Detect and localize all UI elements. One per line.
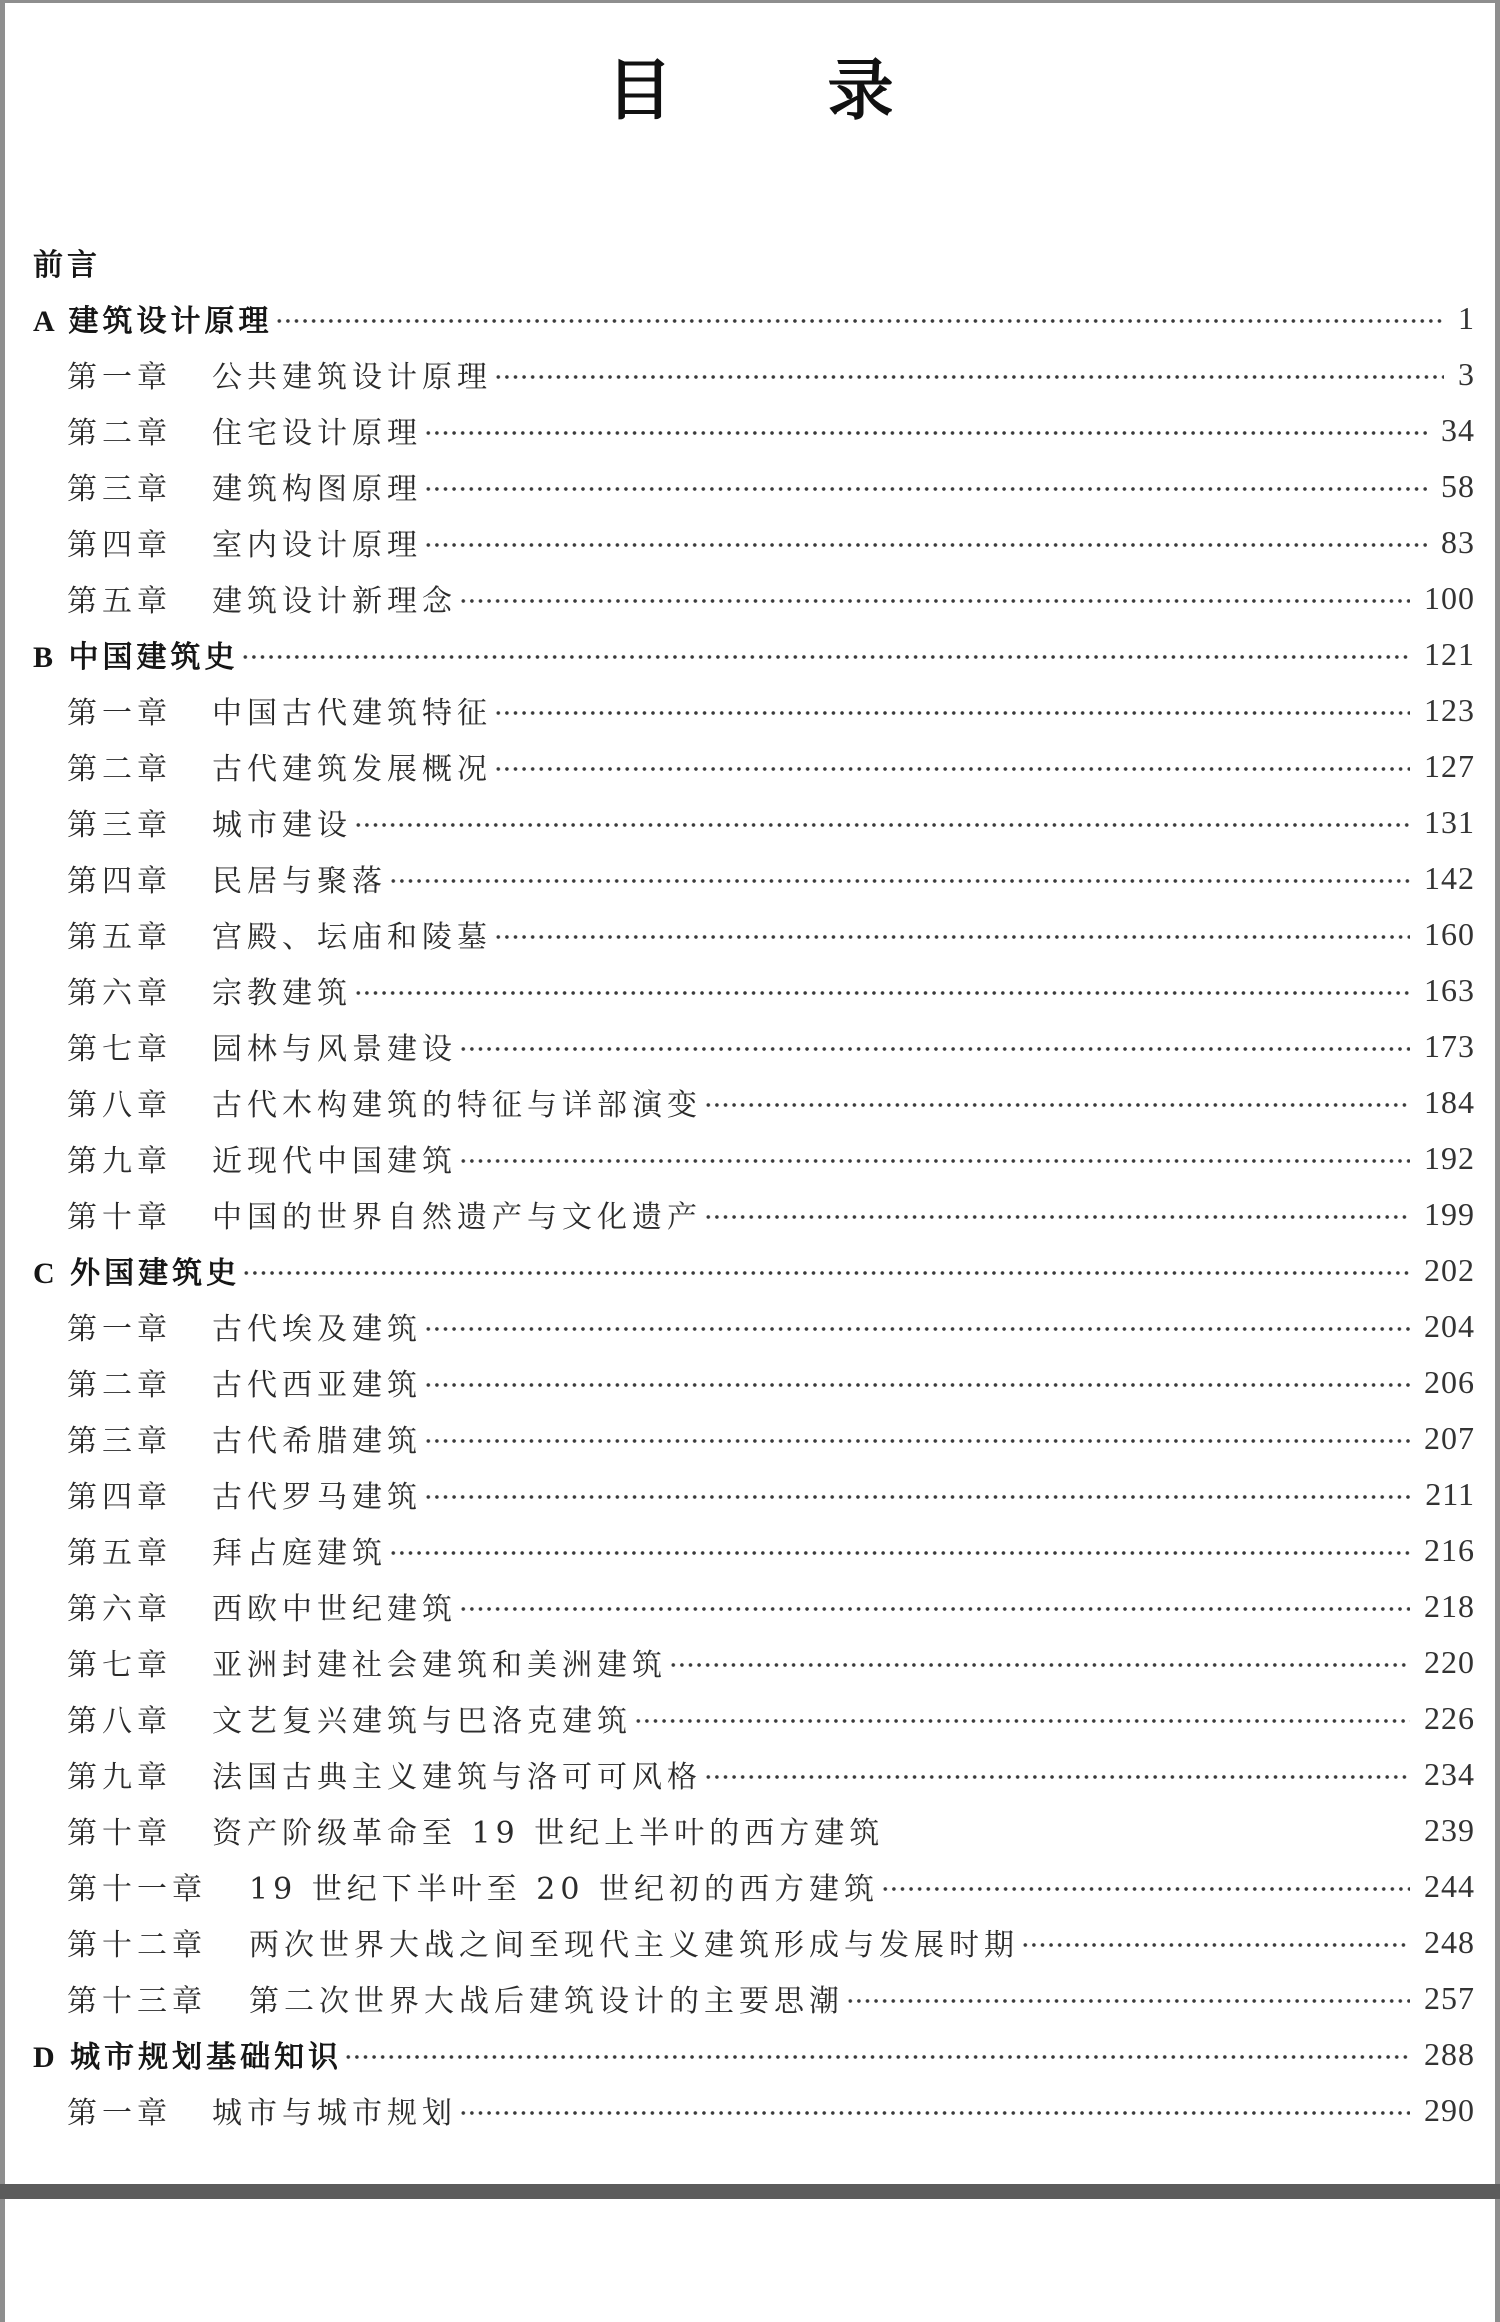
chapter-title: 两次世界大战之间至现代主义建筑形成与发展时期 — [249, 1928, 1019, 1963]
chapter-title: 亚洲封建社会建筑和美洲建筑 — [212, 1648, 667, 1683]
dot-leader — [389, 1522, 1410, 1578]
chapter-title: 文艺复兴建筑与巴洛克建筑 — [212, 1704, 632, 1739]
toc-preface-row — [5, 234, 1495, 290]
dot-leader — [494, 738, 1410, 794]
toc-section-row — [5, 626, 1495, 682]
page-number: 199 — [1424, 1195, 1475, 1232]
dot-leader — [459, 1130, 1410, 1186]
chapter-number: 第四章 — [67, 864, 172, 899]
dot-leader — [881, 1858, 1410, 1914]
chapter-number: 第十一章 — [67, 1872, 207, 1907]
chapter-title: 中国古代建筑特征 — [212, 696, 492, 731]
chapter-title: 古代埃及建筑 — [212, 1312, 422, 1347]
dot-leader — [886, 1802, 1410, 1858]
dot-leader — [424, 458, 1427, 514]
chapter-title: 民居与聚落 — [212, 864, 387, 899]
chapter-number: 第十二章 — [67, 1928, 207, 1963]
page-number: 100 — [1424, 579, 1475, 616]
toc-chapter-row — [5, 402, 1495, 458]
chapter-title: 古代木构建筑的特征与详部演变 — [212, 1088, 702, 1123]
page-separator — [0, 2184, 1500, 2199]
dot-leader — [424, 1354, 1410, 1410]
chapter-title: 住宅设计原理 — [212, 416, 422, 451]
chapter-number: 第十章 — [67, 1816, 172, 1851]
page-number: 123 — [1424, 691, 1475, 728]
chapter-number: 第二章 — [67, 1368, 172, 1403]
page-number: 142 — [1424, 859, 1475, 896]
page-number: 184 — [1424, 1083, 1475, 1120]
page-number: 121 — [1424, 635, 1475, 672]
section-title: A 建筑设计原理 — [33, 305, 273, 338]
toc-chapter-row — [5, 2082, 1495, 2138]
toc-chapter-row — [5, 1410, 1495, 1466]
chapter-number: 第四章 — [67, 528, 172, 563]
page-number: 211 — [1425, 1475, 1475, 1512]
chapter-number: 第一章 — [67, 360, 172, 395]
toc-chapter-row — [5, 1858, 1495, 1914]
page-number: 34 — [1441, 411, 1475, 448]
dot-leader — [354, 962, 1410, 1018]
dot-leader — [424, 1298, 1410, 1354]
chapter-title: 室内设计原理 — [212, 528, 422, 563]
chapter-title: 资产阶级革命至 19 世纪上半叶的西方建筑 — [212, 1816, 885, 1851]
dot-leader — [704, 1746, 1410, 1802]
dot-leader — [459, 2082, 1410, 2138]
chapter-number: 第六章 — [67, 976, 172, 1011]
chapter-title: 古代西亚建筑 — [212, 1368, 422, 1403]
toc-chapter-row — [5, 1130, 1495, 1186]
dot-leader — [424, 402, 1427, 458]
chapter-title: 园林与风景建设 — [212, 1032, 457, 1067]
section-title: C 外国建筑史 — [33, 1257, 241, 1290]
toc-chapter-row — [5, 1354, 1495, 1410]
page-number: 3 — [1458, 355, 1475, 392]
dot-leader — [846, 1970, 1410, 2026]
chapter-title: 建筑设计新理念 — [212, 584, 457, 619]
page-number: 206 — [1424, 1363, 1475, 1400]
section-title: B 中国建筑史 — [33, 641, 239, 674]
page-number: 220 — [1424, 1643, 1475, 1680]
toc-section-row — [5, 2026, 1495, 2082]
page-number: 202 — [1424, 1251, 1475, 1288]
dot-leader — [424, 514, 1427, 570]
chapter-title: 宗教建筑 — [212, 976, 352, 1011]
page-number: 290 — [1424, 2091, 1475, 2128]
page-number: 173 — [1424, 1027, 1475, 1064]
chapter-title: 西欧中世纪建筑 — [212, 1592, 457, 1627]
chapter-number: 第一章 — [67, 2096, 172, 2131]
chapter-title: 第二次世界大战后建筑设计的主要思潮 — [249, 1984, 844, 2019]
page-number: 163 — [1424, 971, 1475, 1008]
page-number: 207 — [1424, 1419, 1475, 1456]
dot-leader — [241, 626, 1410, 682]
dot-leader — [494, 906, 1410, 962]
chapter-number: 第五章 — [67, 1536, 172, 1571]
chapter-number: 第五章 — [67, 920, 172, 955]
toc-chapter-row — [5, 1018, 1495, 1074]
chapter-number: 第四章 — [67, 1480, 172, 1515]
document-page — [5, 3, 1495, 2184]
chapter-title: 19 世纪下半叶至 20 世纪初的西方建筑 — [249, 1872, 879, 1907]
chapter-title: 建筑构图原理 — [212, 472, 422, 507]
toc-chapter-row — [5, 570, 1495, 626]
dot-leader — [389, 850, 1410, 906]
page-number: 226 — [1424, 1699, 1475, 1736]
toc-chapter-row — [5, 1802, 1495, 1858]
chapter-number: 第九章 — [67, 1144, 172, 1179]
dot-leader — [275, 290, 1444, 346]
toc-chapter-row — [5, 346, 1495, 402]
toc-chapter-row — [5, 906, 1495, 962]
toc-chapter-row — [5, 514, 1495, 570]
page-number: 204 — [1424, 1307, 1475, 1344]
toc-section-row — [5, 1242, 1495, 1298]
page-number: 160 — [1424, 915, 1475, 952]
toc-chapter-row — [5, 1634, 1495, 1690]
dot-leader — [459, 1578, 1410, 1634]
chapter-number: 第八章 — [67, 1704, 172, 1739]
chapter-title: 法国古典主义建筑与洛可可风格 — [212, 1760, 702, 1795]
dot-leader — [1021, 1914, 1410, 1970]
toc-section-row — [5, 290, 1495, 346]
chapter-title: 公共建筑设计原理 — [212, 360, 492, 395]
chapter-title: 古代建筑发展概况 — [212, 752, 492, 787]
chapter-title: 古代罗马建筑 — [212, 1480, 422, 1515]
page-number: 1 — [1458, 299, 1475, 336]
toc-chapter-row — [5, 1522, 1495, 1578]
dot-leader — [459, 1018, 1410, 1074]
chapter-number: 第九章 — [67, 1760, 172, 1795]
toc-chapter-row — [5, 738, 1495, 794]
chapter-number: 第七章 — [67, 1032, 172, 1067]
chapter-number: 第五章 — [67, 584, 172, 619]
dot-leader — [344, 2026, 1410, 2082]
page-number: 288 — [1424, 2035, 1475, 2072]
dot-leader — [494, 682, 1410, 738]
chapter-title: 城市与城市规划 — [212, 2096, 457, 2131]
page-number: 58 — [1441, 467, 1475, 504]
toc-chapter-row — [5, 1690, 1495, 1746]
preface-label: 前言 — [33, 249, 101, 282]
dot-leader — [354, 794, 1410, 850]
chapter-number: 第六章 — [67, 1592, 172, 1627]
chapter-title: 近现代中国建筑 — [212, 1144, 457, 1179]
page-number: 257 — [1424, 1979, 1475, 2016]
page-number: 239 — [1424, 1811, 1475, 1848]
chapter-title: 中国的世界自然遗产与文化遗产 — [212, 1200, 702, 1235]
chapter-title: 拜占庭建筑 — [212, 1536, 387, 1571]
chapter-number: 第二章 — [67, 416, 172, 451]
page-number: 234 — [1424, 1755, 1475, 1792]
toc-chapter-row — [5, 1578, 1495, 1634]
dot-leader — [494, 346, 1444, 402]
section-title: D 城市规划基础知识 — [33, 2041, 343, 2074]
chapter-title: 城市建设 — [212, 808, 352, 843]
next-page — [5, 2199, 1495, 2322]
dot-leader — [634, 1690, 1410, 1746]
toc-chapter-row — [5, 1186, 1495, 1242]
page-number: 192 — [1424, 1139, 1475, 1176]
toc-chapter-row — [5, 1970, 1495, 2026]
chapter-title: 古代希腊建筑 — [212, 1424, 422, 1459]
page-number: 127 — [1424, 747, 1475, 784]
chapter-number: 第七章 — [67, 1648, 172, 1683]
toc-chapter-row — [5, 682, 1495, 738]
dot-leader — [704, 1074, 1410, 1130]
page-number: 131 — [1424, 803, 1475, 840]
chapter-number: 第三章 — [67, 808, 172, 843]
chapter-number: 第一章 — [67, 1312, 172, 1347]
toc-chapter-row — [5, 1914, 1495, 1970]
page-number: 83 — [1441, 523, 1475, 560]
page-title: 目 录 — [606, 52, 894, 129]
page-number: 216 — [1424, 1531, 1475, 1568]
chapter-title: 宫殿、坛庙和陵墓 — [212, 920, 492, 955]
dot-leader — [459, 570, 1410, 626]
dot-leader — [242, 1242, 1410, 1298]
toc-chapter-row — [5, 1466, 1495, 1522]
dot-leader — [424, 1410, 1410, 1466]
toc-chapter-row — [5, 850, 1495, 906]
toc-chapter-row — [5, 1074, 1495, 1130]
page-number: 218 — [1424, 1587, 1475, 1624]
chapter-number: 第二章 — [67, 752, 172, 787]
dot-leader — [704, 1186, 1410, 1242]
toc-chapter-row — [5, 458, 1495, 514]
chapter-number: 第一章 — [67, 696, 172, 731]
toc-chapter-row — [5, 794, 1495, 850]
page-number: 248 — [1424, 1923, 1475, 1960]
page-number: 244 — [1424, 1867, 1475, 1904]
chapter-number: 第三章 — [67, 1424, 172, 1459]
chapter-number: 第三章 — [67, 472, 172, 507]
chapter-number: 第八章 — [67, 1088, 172, 1123]
dot-leader — [424, 1466, 1411, 1522]
toc-chapter-row — [5, 962, 1495, 1018]
toc-chapter-row — [5, 1746, 1495, 1802]
dot-leader — [669, 1634, 1410, 1690]
toc-chapter-row — [5, 1298, 1495, 1354]
chapter-number: 第十三章 — [67, 1984, 207, 2019]
table-of-contents — [5, 234, 1495, 2138]
chapter-number: 第十章 — [67, 1200, 172, 1235]
